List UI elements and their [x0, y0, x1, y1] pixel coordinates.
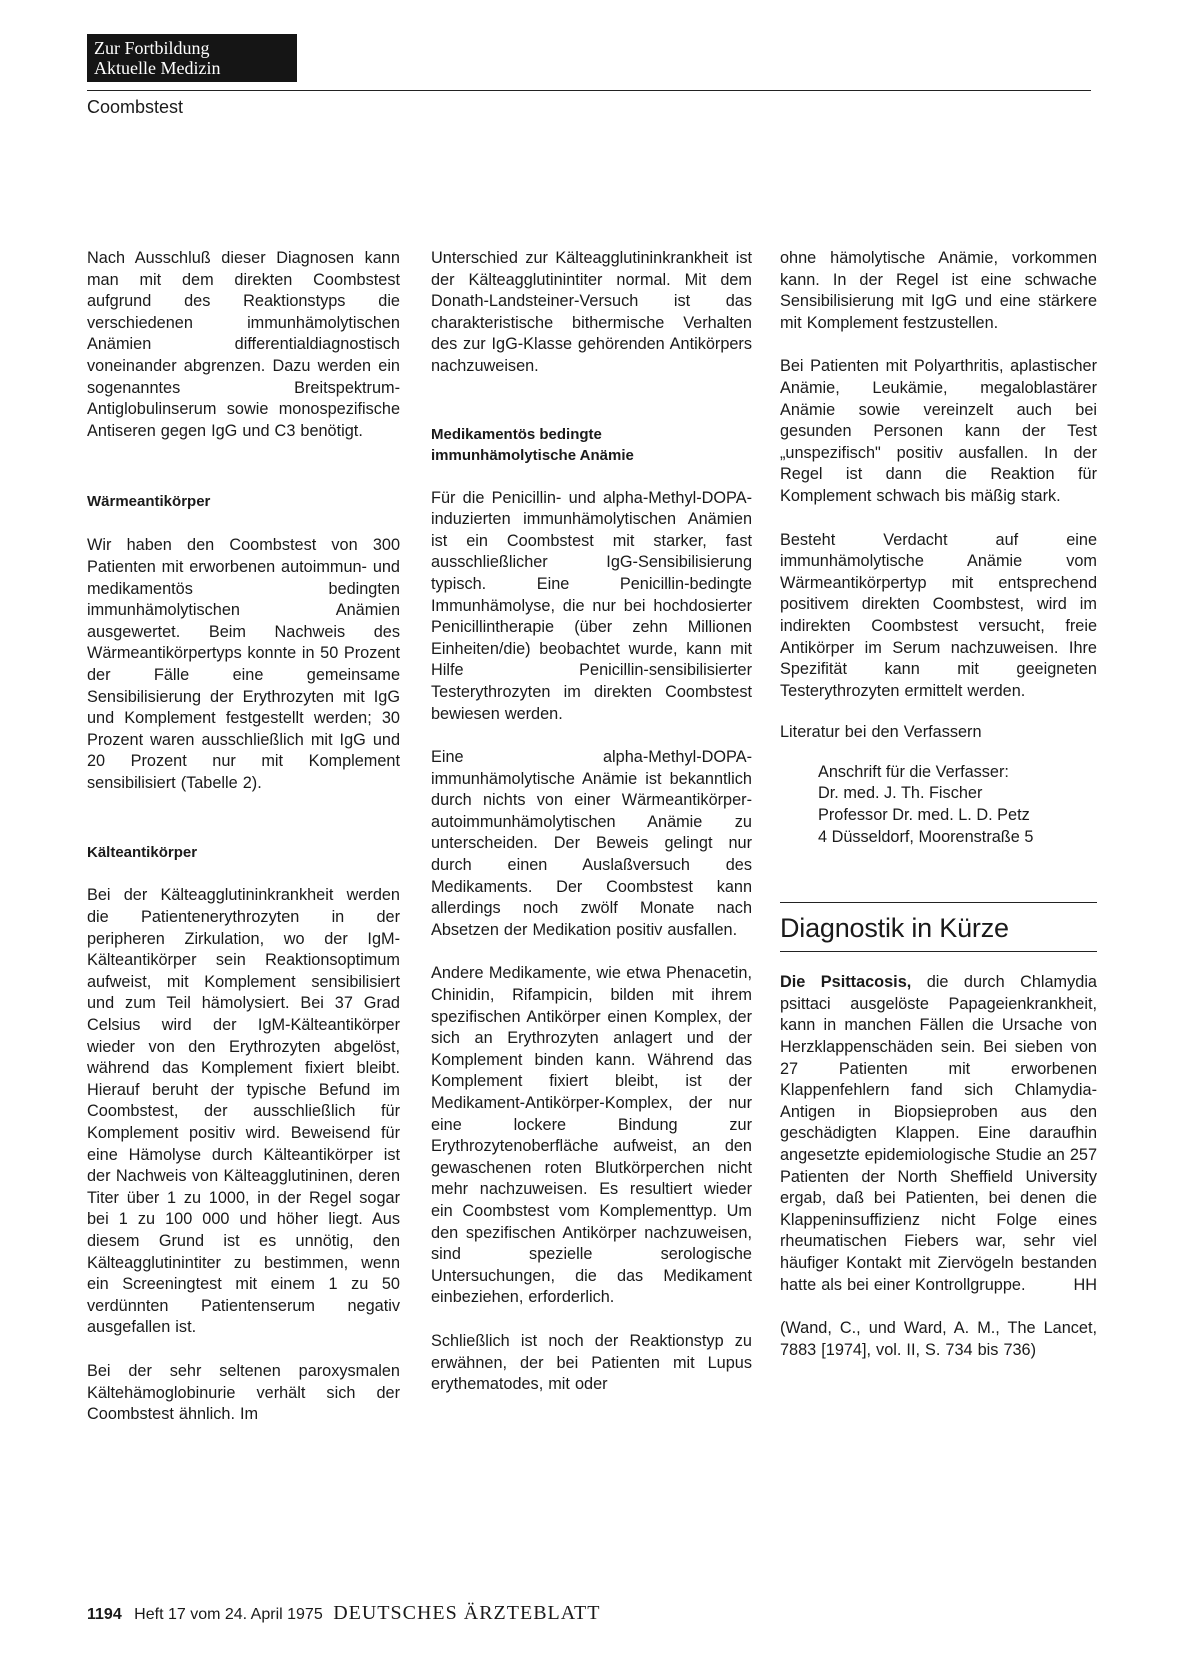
section-title: Diagnostik in Kürze — [780, 913, 1009, 944]
reference: (Wand, C., und Ward, A. M., The Lancet, 7883 [1974], vol. II, S. 734 bis 736) — [780, 1319, 1097, 1359]
news-lead: Die Psittacosis, — [780, 973, 912, 992]
paragraph: Eine alpha-Methyl-DOPA-immunhämolytische Anämie ist bekanntlich durch nichts von einer Wärmeantikörper-autoimmunhämolytischen Anämie zu unterscheiden. Der Beweis gelingt nur durch einen Auslaßversuch des Medikaments. Der Coombstest kann allerdings noch zwölf Monate nach Absetzen der Medikation positiv ausfallen. — [431, 748, 752, 939]
news-item — [780, 972, 1097, 1296]
news-body: die durch Chlamydia psittaci ausgelöste Papageienkrankheit, kann in manchen Fällen die Ursache von Herzklappenschäden sein. Bei sieben von 27 Patienten mit erworbenen Klappenfehlern fand sich Chlamydia-Antigen in Biopsieproben aus den geschädigten Klappen. Eine daraufhin angesetzte epidemiologische Studie an 257 Patienten der North Sheffield University ergab, daß bei Patienten, bei denen die Klappeninsuffizienz nicht Folge eines rheumatischen Fiebers war, sehr viel häufiger Kontakt mit Ziervögeln bestanden hatte als bei einer Kontrollgruppe. — [780, 973, 1097, 1294]
author-address — [818, 762, 1097, 848]
subheading-line: immunhämolytische Anämie — [431, 446, 634, 464]
column-2 — [431, 248, 752, 1396]
subheading: Wärmeantikörper — [87, 493, 211, 511]
subheading: Kälteantikörper — [87, 844, 198, 862]
paragraph: Besteht Verdacht auf eine immunhämolytische Anämie vom Wärmeantikörpertyp mit entsprechend positivem direkten Coombstest, wird im indirekten Coombstest versucht, freie Antikörper im Serum nachzuweisen. Ihre Spezifität kann mit geeigneten Testerythrozyten ermittelt werden. — [780, 530, 1097, 700]
paragraph: Wir haben den Coombstest von 300 Patienten mit erworbenen autoimmun- und medikamentös bedingten immunhämolytischen Anämien ausgewertet. Beim Nachweis des Wärmeantikörpertyps konnte in 50 Prozent der Fälle eine gemeinsame Sensibilisierung der Erythrozyten mit IgG und Komplement festgestellt werden; 30 Prozent waren ausschließlich mit IgG und 20 Prozent nur mit Komplement sensibilisiert (Tabelle 2). — [87, 536, 400, 792]
section-label-box — [87, 34, 297, 82]
page-number: 1194 — [87, 1606, 122, 1623]
subheading-line: Medikamentös bedingte — [431, 425, 602, 443]
paragraph: ohne hämolytische Anämie, vorkommen kann. In der Regel ist eine schwache Sensibilisierung mit IgG und eine stärkere mit Komplement festzustellen. — [780, 249, 1097, 332]
paragraph: Nach Ausschluß dieser Diagnosen kann man mit dem direkten Coombstest aufgrund des Reaktionstyps die verschiedenen immunhämolytischen Anämien differentialdiagnostisch voneinander abgrenzen. Dazu werden ein sogenanntes Breitspektrum-Antiglobulinserum sowie monospezifische Antiseren gegen IgG und C3 benötigt. — [87, 249, 400, 440]
author-initials: HH — [1073, 1275, 1097, 1294]
paragraph: Bei der Kälteagglutininkrankheit werden die Patientenerythrozyten in der peripheren Zirkulation, wo der IgM-Kälteantikörper sein Reaktionsoptimum aufweist, mit Komplement sensibilisiert und zum Teil hämolysiert. Bei 37 Grad Celsius wird der IgM-Kälteantikörper wieder von den Erythrozyten abgelöst, während das Komplement fixiert bleibt. Hierauf beruht der typische Befund im Coombstest, der ausschließlich für Komplement positiv wird. Beweisend für eine Hämolyse durch Kälteantikörper ist der Nachweis von Kälteagglutininen, deren Titer über 1 zu 1000, in der Regel sogar bei 1 zu 100 000 und höher liegt. Aus diesem Grund ist es unnötig, den Kälteagglutinintiter zu bestimmen, wenn ein Screeningtest mit einem 1 zu 50 verdünnten Patientenserum negativ ausgefallen ist. — [87, 886, 400, 1337]
section-rule-top — [780, 902, 1097, 903]
article-kicker: Coombstest — [87, 97, 184, 117]
address-line: 4 Düsseldorf, Moorenstraße 5 — [818, 827, 1034, 846]
column-3 — [780, 248, 1097, 1361]
column-1 — [87, 248, 400, 1426]
address-line: Anschrift für die Verfasser: — [818, 762, 1009, 781]
address-line: Professor Dr. med. L. D. Petz — [818, 806, 1030, 825]
paragraph: Unterschied zur Kälteagglutininkrankheit ist der Kälteagglutinintiter normal. Mit dem Donath-Landsteiner-Versuch ist das charakteristische bithermische Verhalten des zur IgG-Klasse gehörenden Antikörpers nachzuweisen. — [431, 249, 752, 375]
page-footer — [87, 1602, 600, 1626]
address-line: Dr. med. J. Th. Fischer — [818, 784, 983, 803]
header-rule — [87, 90, 1091, 91]
issue-info: Heft 17 vom 24. April 1975 — [134, 1606, 323, 1623]
section-label-line2: Aktuelle Medizin — [94, 58, 221, 78]
section-label-line1: Zur Fortbildung — [94, 38, 210, 58]
paragraph: Bei der sehr seltenen paroxysmalen Kältehämoglobinurie verhält sich der Coombstest ähnlich. Im — [87, 1361, 400, 1424]
literature-note: Literatur bei den Verfassern — [780, 723, 982, 742]
paragraph: Andere Medikamente, wie etwa Phenacetin, Chinidin, Rifampicin, bilden mit ihrem spezifischen Antikörper einen Komplex, der sich an Erythrozyten anlagert und der Komplement binden kann. Während das Komplement fixiert bleibt, ist der Medikament-Antikörper-Komplex, der nur eine lockere Bindung zur Erythrozytenoberfläche aufweist, an den gewaschenen roten Blutkörperchen nicht mehr nachzuweisen. Es resultiert wieder ein Coombstest vom Komplementtyp. Um den spezifischen Antikörper nachzuweisen, sind spezielle serologische Untersuchungen, die das Medikament einbeziehen, erforderlich. — [431, 964, 752, 1307]
paragraph: Für die Penicillin- und alpha-Methyl-DOPA-induzierten immunhämolytischen Anämien ist ein Coombstest mit starker, fast ausschließlicher IgG-Sensibilisierung typisch. Eine Penicillin-bedingte Immunhämolyse, die nur bei hochdosierter Penicillintherapie (über zehn Millionen Einheiten/die) beobachtet wurde, kann mit Hilfe Penicillin-sensibilisierter Testerythrozyten im direkten Coombstest bewiesen werden. — [431, 488, 752, 723]
paragraph: Bei Patienten mit Polyarthritis, aplastischer Anämie, Leukämie, megaloblastärer Anämie sowie vereinzelt auch bei gesunden Personen kann der Test „unspezifisch" positiv ausfallen. In der Regel ist dann die Reaktion für Komplement schwach bis mäßig stark. — [780, 357, 1097, 505]
journal-name: DEUTSCHES ÄRZTEBLATT — [333, 1602, 601, 1624]
paragraph: Schließlich ist noch der Reaktionstyp zu erwähnen, der bei Patienten mit Lupus erythematodes, mit oder — [431, 1331, 752, 1394]
